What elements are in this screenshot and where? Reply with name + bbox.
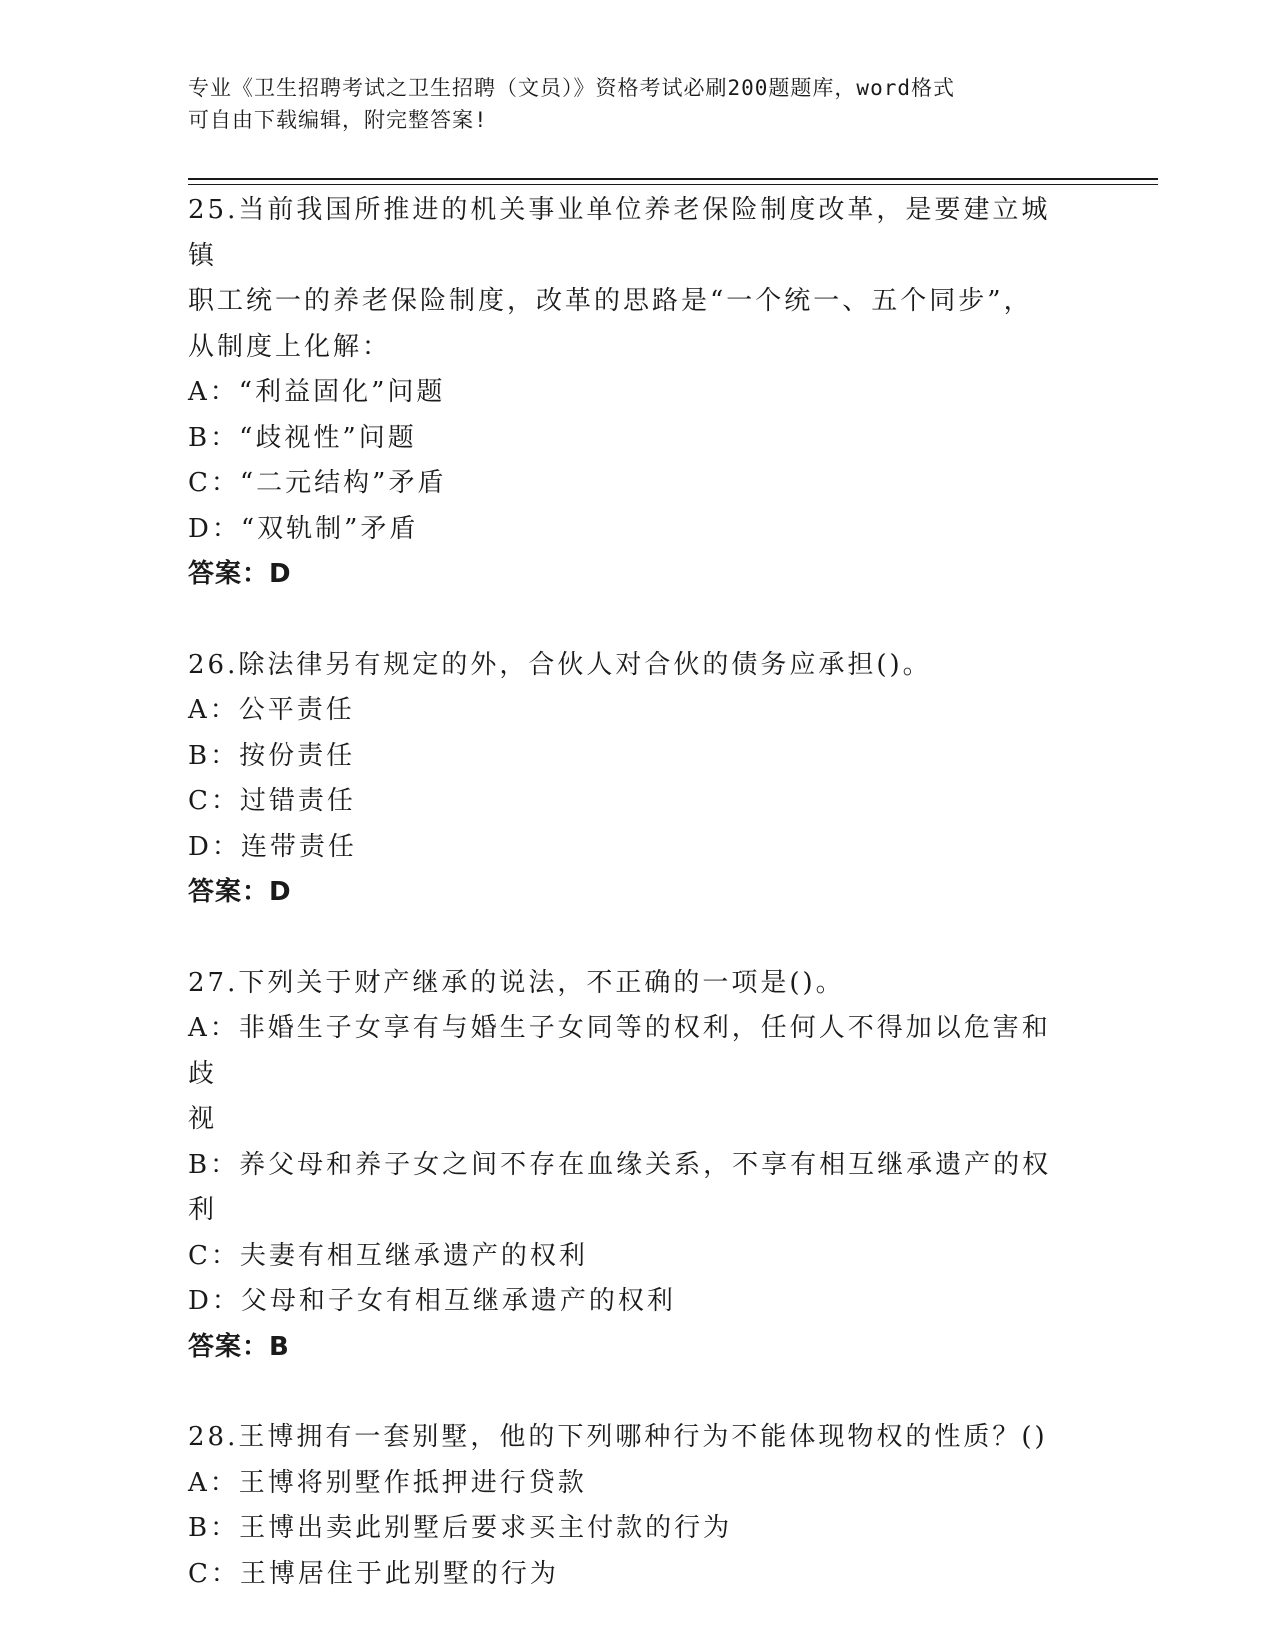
question-block: [188, 188, 1078, 598]
question-stem-line: 28.王博拥有一套别墅，他的下列哪种行为不能体现物权的性质？(): [188, 1422, 1048, 1452]
answer-key: 答案：D: [188, 559, 292, 589]
answer-option: D：连带责任: [188, 831, 357, 862]
header-divider-thin: [188, 184, 1158, 185]
answer-option: A：公平责任: [188, 695, 355, 725]
answer-option: 视: [188, 1104, 218, 1134]
header-line-2: 可自由下载编辑，附完整答案!: [188, 108, 488, 132]
answer-option: C：夫妻有相互继承遗产的权利: [188, 1240, 588, 1271]
question-stem-line: 27.下列关于财产继承的说法，不正确的一项是()。: [188, 967, 845, 998]
answer-option: A：非婚生子女享有与婚生子女同等的权利，任何人不得加以危害和歧: [188, 1013, 1051, 1089]
answer-option: B：王博出卖此别墅后要求买主付款的行为: [188, 1513, 733, 1543]
question-block: [188, 643, 1078, 916]
question-stem-line: 25.当前我国所推进的机关事业单位养老保险制度改革，是要建立城镇: [188, 195, 1051, 271]
question-block: [188, 1415, 1078, 1597]
header-line-1: 专业《卫生招聘考试之卫生招聘（文员）》资格考试必刷200题题库，word格式: [188, 76, 955, 100]
answer-option: B：“歧视性”问题: [188, 422, 417, 453]
answer-option: A：王博将别墅作抵押进行贷款: [188, 1467, 587, 1498]
answer-option: B：养父母和养子女之间不存在血缘关系，不享有相互继承遗产的权利: [188, 1149, 1052, 1225]
answer-option: C：王博居住于此别墅的行为: [188, 1558, 559, 1589]
answer-option: A：“利益固化”问题: [188, 377, 446, 407]
answer-key: 答案：D: [188, 877, 292, 907]
header-divider-thick: [188, 178, 1158, 180]
question-list: [188, 188, 1078, 1597]
answer-option: D：父母和子女有相互继承遗产的权利: [188, 1286, 676, 1316]
answer-option: B：按份责任: [188, 740, 356, 771]
question-block: [188, 961, 1078, 1371]
answer-option: C：“二元结构”矛盾: [188, 468, 447, 498]
answer-option: D：“双轨制”矛盾: [188, 513, 419, 544]
question-stem-line: 职工统一的养老保险制度，改革的思路是“一个统一、五个同步”，: [188, 286, 1033, 316]
answer-option: C：过错责任: [188, 786, 356, 816]
question-stem-line: 26.除法律另有规定的外，合伙人对合伙的债务应承担()。: [188, 649, 932, 680]
document-header: [188, 72, 1088, 136]
question-stem-line: 从制度上化解：: [188, 331, 392, 362]
answer-key: 答案：B: [188, 1331, 290, 1362]
